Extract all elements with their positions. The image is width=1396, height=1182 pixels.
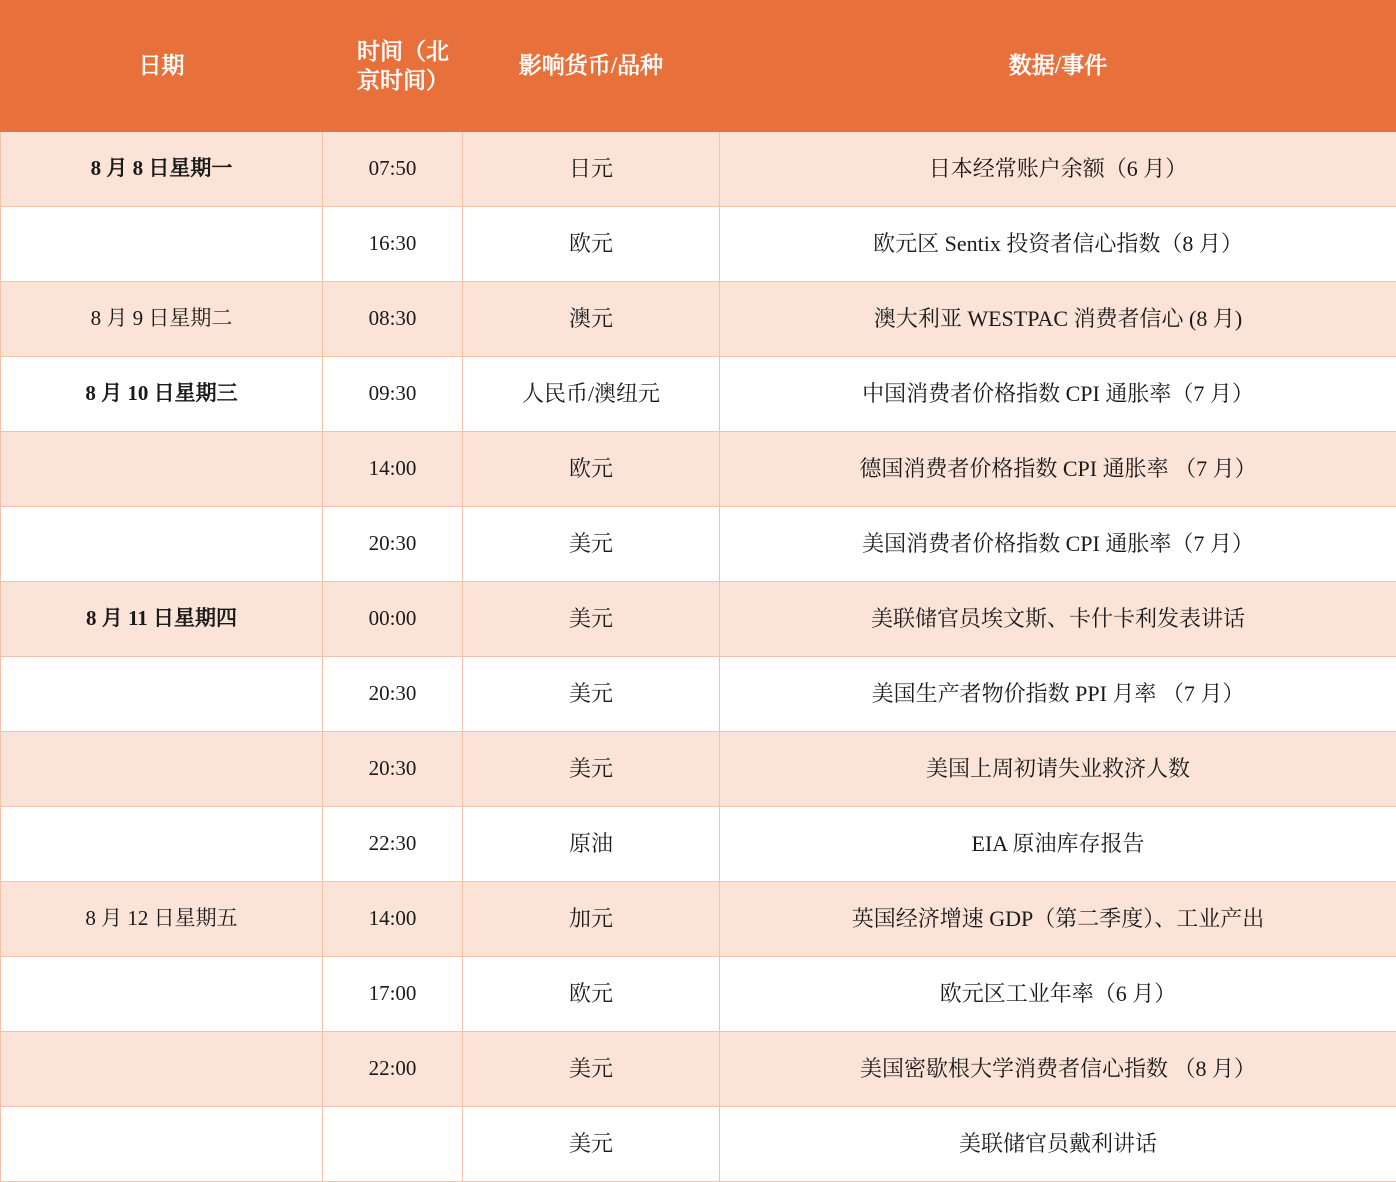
cell-time: 07:50 — [323, 132, 463, 207]
table-row — [1, 357, 1396, 432]
cell-time — [323, 1107, 463, 1182]
column-header-date: 日期 — [1, 1, 323, 132]
cell-date: 8 月 11 日星期四 — [1, 582, 323, 657]
table-header-row — [1, 1, 1396, 132]
column-header-time: 时间（北京时间） — [323, 1, 463, 132]
cell-event: 美联储官员戴利讲话 — [720, 1107, 1396, 1182]
cell-event: 美联储官员埃文斯、卡什卡利发表讲话 — [720, 582, 1396, 657]
table-body — [1, 132, 1396, 1182]
column-header-event: 数据/事件 — [720, 1, 1396, 132]
cell-event: EIA 原油库存报告 — [720, 807, 1396, 882]
cell-currency: 欧元 — [463, 207, 720, 282]
cell-currency: 人民币/澳纽元 — [463, 357, 720, 432]
cell-currency: 澳元 — [463, 282, 720, 357]
table-row — [1, 732, 1396, 807]
cell-currency: 欧元 — [463, 957, 720, 1032]
cell-date: 8 月 8 日星期一 — [1, 132, 323, 207]
cell-time: 20:30 — [323, 507, 463, 582]
table-row — [1, 957, 1396, 1032]
table-row — [1, 282, 1396, 357]
cell-time: 09:30 — [323, 357, 463, 432]
cell-currency: 美元 — [463, 657, 720, 732]
cell-date — [1, 657, 323, 732]
cell-date — [1, 507, 323, 582]
table-row — [1, 1032, 1396, 1107]
cell-time: 22:00 — [323, 1032, 463, 1107]
cell-time: 20:30 — [323, 732, 463, 807]
cell-date — [1, 432, 323, 507]
cell-date: 8 月 10 日星期三 — [1, 357, 323, 432]
cell-time: 16:30 — [323, 207, 463, 282]
cell-time: 08:30 — [323, 282, 463, 357]
cell-date — [1, 957, 323, 1032]
cell-date — [1, 207, 323, 282]
cell-date — [1, 807, 323, 882]
table-row — [1, 207, 1396, 282]
cell-time: 14:00 — [323, 882, 463, 957]
cell-time: 17:00 — [323, 957, 463, 1032]
table-row — [1, 432, 1396, 507]
cell-event: 美国生产者物价指数 PPI 月率 （7 月） — [720, 657, 1396, 732]
cell-date — [1, 732, 323, 807]
cell-event: 美国上周初请失业救济人数 — [720, 732, 1396, 807]
cell-event: 欧元区 Sentix 投资者信心指数（8 月） — [720, 207, 1396, 282]
table-row — [1, 132, 1396, 207]
cell-event: 欧元区工业年率（6 月） — [720, 957, 1396, 1032]
table-row — [1, 657, 1396, 732]
cell-event: 英国经济增速 GDP（第二季度）、工业产出 — [720, 882, 1396, 957]
cell-event: 澳大利亚 WESTPAC 消费者信心 (8 月) — [720, 282, 1396, 357]
cell-currency: 日元 — [463, 132, 720, 207]
cell-event: 美国消费者价格指数 CPI 通胀率（7 月） — [720, 507, 1396, 582]
cell-time: 20:30 — [323, 657, 463, 732]
cell-date — [1, 1032, 323, 1107]
column-header-currency: 影响货币/品种 — [463, 1, 720, 132]
cell-currency: 美元 — [463, 1032, 720, 1107]
cell-event: 德国消费者价格指数 CPI 通胀率 （7 月） — [720, 432, 1396, 507]
table-row — [1, 582, 1396, 657]
cell-currency: 美元 — [463, 732, 720, 807]
cell-currency: 欧元 — [463, 432, 720, 507]
cell-time: 14:00 — [323, 432, 463, 507]
cell-event: 中国消费者价格指数 CPI 通胀率（7 月） — [720, 357, 1396, 432]
table-row — [1, 1107, 1396, 1182]
cell-currency: 美元 — [463, 1107, 720, 1182]
cell-currency: 美元 — [463, 507, 720, 582]
table-row — [1, 507, 1396, 582]
cell-time: 00:00 — [323, 582, 463, 657]
cell-date: 8 月 12 日星期五 — [1, 882, 323, 957]
cell-date: 8 月 9 日星期二 — [1, 282, 323, 357]
table-row — [1, 882, 1396, 957]
cell-event: 美国密歇根大学消费者信心指数 （8 月） — [720, 1032, 1396, 1107]
cell-event: 日本经常账户余额（6 月） — [720, 132, 1396, 207]
cell-currency: 美元 — [463, 582, 720, 657]
table-row — [1, 807, 1396, 882]
cell-currency: 加元 — [463, 882, 720, 957]
table-header — [1, 1, 1396, 132]
cell-time: 22:30 — [323, 807, 463, 882]
cell-currency: 原油 — [463, 807, 720, 882]
cell-date — [1, 1107, 323, 1182]
